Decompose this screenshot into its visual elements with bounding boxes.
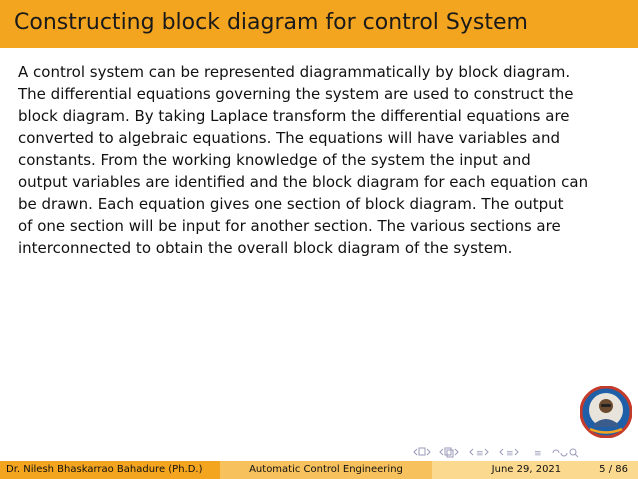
body-line: constants. From the working knowledge of the system the input and [18, 151, 531, 169]
slide-title-bar [0, 0, 638, 48]
svg-text:≡: ≡ [506, 449, 514, 458]
footer-author: Dr. Nilesh Bhaskarrao Bahadure (Ph.D.) [0, 461, 220, 479]
body-line: converted to algebraic equations. The equations will have variables and [18, 129, 560, 147]
body-line: A control system can be represented diagrammatically by block diagram. [18, 63, 571, 81]
body-line: be drawn. Each equation gives one section of block diagram. The output [18, 195, 564, 213]
slide-footer [0, 461, 638, 479]
body-line: interconnected to obtain the overall block diagram of the system. [18, 239, 513, 257]
beamer-navigation[interactable] [413, 446, 623, 458]
footer-date: June 29, 2021 [491, 464, 562, 475]
svg-text:≡: ≡ [534, 449, 542, 458]
svg-text:≡: ≡ [476, 449, 484, 458]
footer-page-number: 5 / 86 [599, 464, 628, 475]
slide-body [18, 61, 622, 259]
slide-title: Constructing block diagram for control System [14, 10, 528, 35]
footer-course: Automatic Control Engineering [220, 461, 432, 479]
author-logo [580, 386, 632, 438]
body-line: block diagram. By taking Laplace transform the differential equations are [18, 107, 570, 125]
footer-right [432, 461, 638, 479]
body-line: The differential equations governing the system are used to construct the [18, 85, 574, 103]
body-line: of one section will be input for another section. The various sections are [18, 217, 561, 235]
body-line: output variables are identified and the block diagram for each equation can [18, 173, 589, 191]
